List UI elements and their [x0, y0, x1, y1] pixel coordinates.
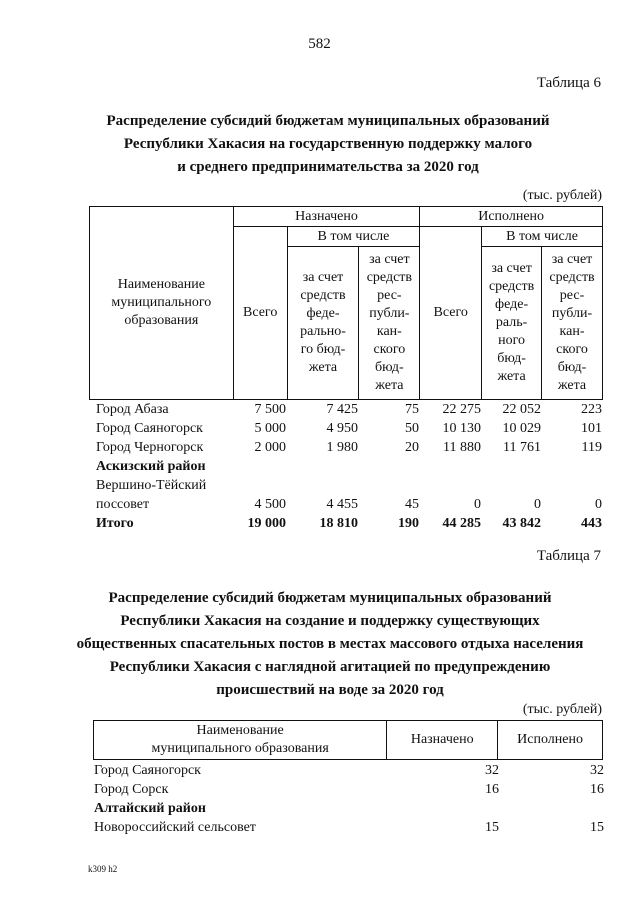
header-federal-executed — [482, 247, 542, 400]
header-text: кан- — [559, 324, 585, 339]
row-name: Город Черногорск — [96, 440, 204, 455]
table-row — [94, 761, 604, 780]
table7-units: (тыс. рублей) — [522, 702, 602, 717]
cell: 10 130 — [442, 421, 481, 436]
cell: 119 — [581, 440, 602, 455]
header-incl-executed: В том числе — [482, 227, 603, 247]
row-name: Новороссийский сельсовет — [94, 820, 256, 835]
table6-header — [89, 206, 603, 400]
district-row — [96, 457, 602, 476]
header-text: феде- — [306, 306, 340, 321]
cell: 22 275 — [442, 402, 481, 417]
district-name: Аскизский район — [96, 459, 206, 474]
title-line: происшествий на воде за 2020 год — [216, 682, 444, 698]
header-text: за счет — [369, 252, 410, 267]
title-line: Распределение субсидий бюджетам муниципальных образований — [106, 113, 550, 129]
cell: 223 — [581, 402, 602, 417]
cell: 190 — [398, 516, 419, 531]
header-text: жета — [557, 378, 587, 393]
table7-title — [70, 587, 590, 702]
header-name — [90, 207, 234, 400]
row-name: Вершино-Тёйский — [96, 478, 207, 493]
header-text: за счет — [491, 261, 532, 276]
header-text: Наименование — [117, 277, 205, 292]
cell: 0 — [474, 497, 481, 512]
header-text: раль- — [495, 315, 528, 330]
header-executed: Исполнено — [498, 721, 603, 760]
title-line: и среднего предпринимательства за 2020 год — [177, 159, 479, 175]
cell: 11 761 — [503, 440, 541, 455]
cell: 50 — [405, 421, 419, 436]
header-text: средств — [549, 270, 595, 285]
title-line: Республики Хакасия с наглядной агитацией по предупреждению — [109, 659, 551, 675]
table7-body — [94, 761, 604, 837]
table-row — [96, 438, 602, 457]
title-line: Распределение субсидий бюджетам муниципальных образований — [108, 590, 552, 606]
title-line: Республики Хакасия на создание и поддержку существующих — [120, 613, 540, 629]
cell: 32 — [590, 763, 604, 778]
cell: 0 — [534, 497, 541, 512]
district-row — [94, 799, 604, 818]
table6-label: Таблица 6 — [536, 75, 601, 91]
cell: 7 425 — [326, 402, 358, 417]
header-text: рес- — [559, 288, 585, 303]
header-text: образования — [124, 313, 199, 328]
header-text: ского — [556, 342, 588, 357]
table-row — [96, 419, 602, 438]
header-executed: Исполнено — [420, 207, 603, 227]
cell: 4 950 — [326, 421, 358, 436]
header-federal-assigned — [287, 247, 359, 400]
cell: 5 000 — [254, 421, 286, 436]
header-text: бюд- — [497, 351, 526, 366]
header-text: публи- — [369, 306, 410, 321]
title-line: общественных спасательных постов в местах массового отдыха населения — [76, 636, 584, 652]
row-name: Итого — [96, 516, 134, 531]
header-incl-assigned: В том числе — [287, 227, 420, 247]
header-text: го бюд- — [300, 342, 346, 357]
cell: 16 — [590, 782, 604, 797]
header-text: жета — [308, 360, 338, 375]
cell: 4 455 — [326, 497, 358, 512]
page-number: 582 — [308, 36, 331, 52]
header-assigned: Назначено — [233, 207, 420, 227]
table6-body — [96, 400, 602, 533]
table7-label: Таблица 7 — [536, 548, 601, 564]
header-text: жета — [497, 369, 526, 384]
row-name: Город Сорск — [94, 782, 169, 797]
total-row — [96, 514, 602, 533]
row-name: Город Абаза — [96, 402, 169, 417]
header-text: средств — [300, 288, 346, 303]
cell: 32 — [485, 763, 499, 778]
cell: 10 029 — [502, 421, 541, 436]
row-name: Город Саяногорск — [96, 421, 203, 436]
table6-units: (тыс. рублей) — [522, 188, 602, 203]
cell: 15 — [590, 820, 604, 835]
header-text: рально- — [300, 324, 346, 339]
table-row — [94, 818, 604, 837]
header-text: муниципального образования — [151, 741, 329, 756]
cell: 4 500 — [254, 497, 286, 512]
header-text: ского — [373, 342, 406, 357]
row-name: поссовет — [96, 497, 150, 512]
district-name: Алтайский район — [94, 801, 206, 816]
header-text: публи- — [551, 306, 593, 321]
header-republic-assigned — [359, 247, 420, 400]
cell: 45 — [405, 497, 419, 512]
header-text: бюд- — [375, 360, 404, 375]
header-text: муниципального — [111, 295, 212, 310]
cell: 16 — [485, 782, 499, 797]
cell: 15 — [485, 820, 499, 835]
table-row — [96, 495, 602, 514]
header-assigned: Назначено — [387, 721, 498, 760]
header-text: ного — [498, 333, 526, 348]
header-text: Наименование — [196, 723, 284, 738]
table-row — [94, 780, 604, 799]
header-text: средств — [366, 270, 413, 285]
cell: 20 — [405, 440, 419, 455]
cell: 1 980 — [326, 440, 358, 455]
table6-title — [88, 110, 568, 179]
cell: 18 810 — [319, 516, 358, 531]
header-text: жета — [375, 378, 404, 393]
footer-code: k309 h2 — [88, 864, 118, 874]
cell: 22 052 — [502, 402, 541, 417]
header-text: бюд- — [557, 360, 587, 375]
table-row — [96, 476, 602, 495]
row-name: Город Саяногорск — [94, 763, 201, 778]
cell: 11 880 — [443, 440, 481, 455]
table7-header — [93, 720, 603, 760]
header-text: за счет — [302, 270, 344, 285]
header-republic-executed — [542, 247, 603, 400]
cell: 101 — [581, 421, 602, 436]
header-text: средств — [488, 279, 535, 294]
cell: 7 500 — [254, 402, 286, 417]
header-text: за счет — [551, 252, 593, 267]
header-text: феде- — [495, 297, 529, 312]
cell: 2 000 — [254, 440, 286, 455]
title-line: Республики Хакасия на государственную поддержку малого — [123, 136, 533, 152]
cell: 44 285 — [442, 516, 481, 531]
header-total-executed: Всего — [420, 227, 482, 400]
cell: 0 — [595, 497, 602, 512]
header-name — [94, 721, 387, 760]
cell: 75 — [405, 402, 419, 417]
table-row — [96, 400, 602, 419]
cell: 43 842 — [502, 516, 541, 531]
header-total-assigned: Всего — [233, 227, 287, 400]
header-text: рес- — [377, 288, 402, 303]
cell: 19 000 — [247, 516, 286, 531]
header-text: кан- — [376, 324, 402, 339]
cell: 443 — [581, 516, 602, 531]
